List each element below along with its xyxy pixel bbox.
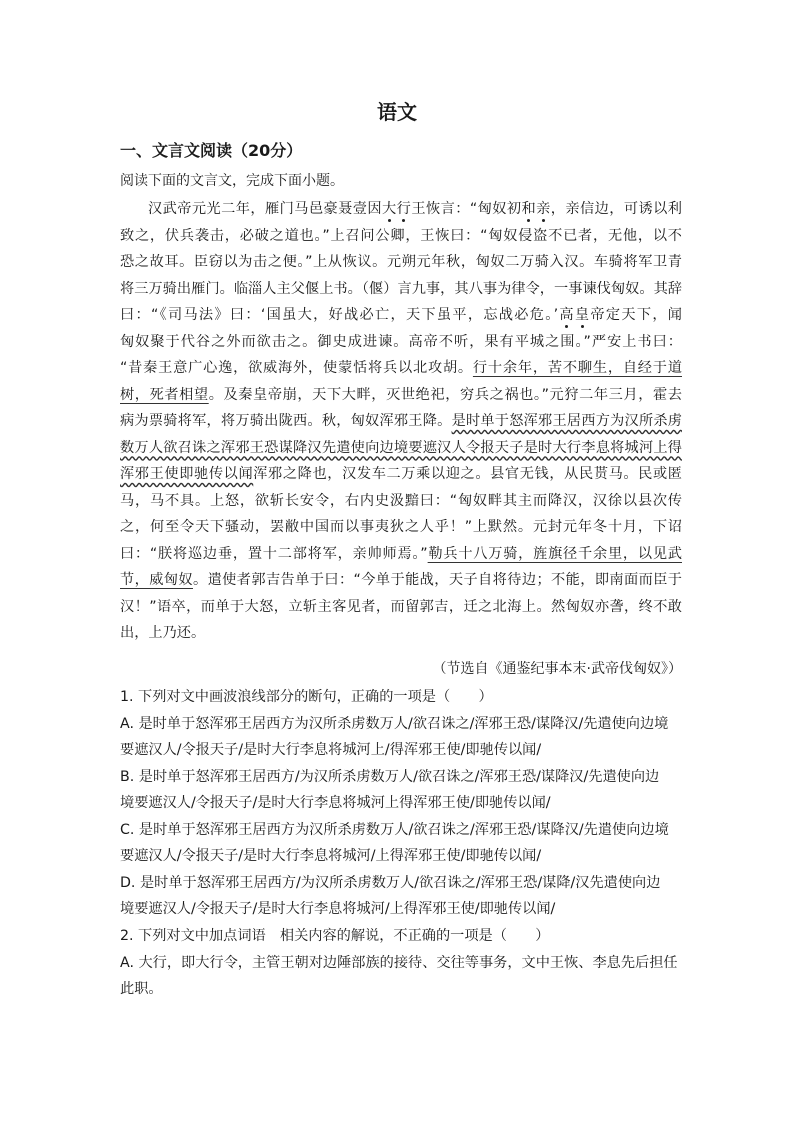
dotted-term-gaohuang	[558, 307, 590, 323]
dotted-term-heqin	[522, 201, 551, 217]
passage-text: 浑邪之降也，汉发车二万乘以迎之。县官无钱，从民贳马。民或匿	[253, 466, 682, 482]
instruction-text: 阅读下面的文言文，完成下面小题。	[120, 173, 344, 189]
passage-line	[120, 408, 682, 435]
passage-line	[120, 355, 682, 382]
passage-text: 帝定天下，闻	[590, 307, 682, 323]
question-stem: 2. 下列对文中加点词语 相关内容的解说，不正确的一项是（ ）	[120, 928, 550, 944]
passage-text: 曰：“《司马法》曰：‘国虽大，好战必亡，天下虽平，忘战必危。’	[120, 307, 559, 323]
question-stem: 1. 下列对文中画波浪线部分的断句，正确的一项是（ ）	[120, 689, 493, 705]
passage-text: ，亲信边，可诱以利	[550, 201, 682, 217]
passage-text: 王恢言：“匈奴初	[411, 201, 522, 217]
option-a: A. 大行，即大行令，主管王朝对边陲部族的接待、交往等事务，文中王恢、李息先后担任	[120, 954, 678, 971]
emphasis-dot-char: 行	[396, 201, 412, 217]
option-d: D. 是时单于怒浑邪王居西方/为汉所杀虏数万人/欲召诛之/浑邪王恐/谋降/汉先遣使向边	[120, 874, 661, 891]
passage-line	[120, 382, 682, 409]
passage-text: 病为票骑将军，将万骑出陇西。秋，匈奴浑邪王降。	[120, 413, 452, 429]
wavy-underlined-text: 是时单于怒浑邪王居西方为汉所杀虏	[451, 413, 682, 429]
passage-line	[120, 567, 682, 594]
document-title: 语文	[377, 100, 417, 124]
emphasis-dot-char: 和	[521, 201, 537, 217]
passage-line: 马，马不具。上怒，欲斩长安令，右内史汲黯曰：“匈奴畔其主而降汉，汉徐以县次传	[120, 492, 682, 509]
passage-line: 匈奴聚于代谷之外而欲击之。御史成进谏。高帝不听，果有平城之围。”严安上书曰：	[120, 333, 682, 350]
passage-line	[120, 435, 682, 462]
option-a-cont: 此职。	[120, 981, 163, 997]
underlined-sentence: 节，威匈奴	[120, 572, 193, 588]
passage-line	[120, 541, 682, 568]
passage-text: 汉武帝元光二年，雁门马邑豪聂壹因	[148, 201, 383, 217]
emphasis-dot-char: 高	[558, 307, 575, 323]
question-2	[120, 923, 682, 1003]
passage-text: 。及秦皇帝崩，天下大畔，灭世绝祀，穷兵之祸也。”元狩二年三月，霍去	[208, 386, 682, 403]
passage-line: 致之，伏兵袭击，必破之道也。”上召问公卿，王恢曰：“匈奴侵盗不已者，无他，以不	[120, 227, 682, 244]
passage-line: 汉！”语卒，而单于大怒，立斩主客见者，而留郭吉，迁之北海上。然匈奴亦詟，终不敢	[120, 598, 682, 615]
emphasis-dot-char: 皇	[574, 307, 591, 323]
option-c: C. 是时单于怒浑邪王居西方为汉所杀虏数万人/欲召诛之/浑邪王恐/谋降汉/先遣使向边境	[120, 821, 669, 838]
classical-passage	[120, 196, 682, 647]
question-1	[120, 684, 682, 923]
underlined-sentence: 勒兵十八万骑，旌旗径千余里，以见武	[427, 545, 682, 562]
passage-line: 出，上乃还。	[120, 625, 206, 641]
passage-text: “昔秦王意广心逸，欲威海外，使蒙恬将兵以北攻胡。	[120, 360, 473, 376]
passage-line	[120, 461, 682, 488]
option-d-cont: 境要遮汉人/令报天子/是时大行李息将城河/上得浑邪王使/即驰传以闻/	[120, 901, 556, 917]
underlined-sentence: 树，死者相望	[120, 386, 209, 403]
passage-text: 。遣使者郭吉告单于曰：“今单于能战，天子自将待边；不能，即南面而臣于	[192, 572, 682, 588]
passage-line: 之，何至令天下骚动，罢敝中国而以事夷狄之人乎！”上默然。元封元年冬十月，下诏	[120, 519, 682, 535]
wavy-underlined-text: 数万人欲召诛之浑邪王恐谋降汉先遣使向边境要遮汉人令报天子是时大行李息将城河上得	[120, 439, 682, 456]
dotted-term-daxing	[382, 201, 411, 217]
passage-line	[120, 196, 682, 223]
option-c-cont: 要遮汉人/令报天子/是时大行李息将城河/上得浑邪王使/即驰传以闻/	[120, 848, 542, 864]
option-b-cont: 境要遮汉人/令报天子/是时大行李息将城河上得浑邪王使/即驰传以闻/	[120, 795, 551, 811]
passage-text: 曰：“朕将巡边垂，置十二部将军，亲帅师焉。”	[120, 545, 428, 562]
passage-line: 恐之故耳。臣窃以为击之便。”上从恢议。元朔元年秋，匈奴二万骑入汉。车骑将军卫青	[120, 254, 682, 270]
passage-line: 将三万骑出雁门。临淄人主父偃上书。（偃）言九事，其八事为律令，一事谏伐匈奴。其辞	[120, 280, 682, 297]
option-a-cont: 要遮汉人/令报天子/是时大行李息将城河上/得浑邪王使/即驰传以闻/	[120, 742, 542, 758]
section-heading: 一、文言文阅读（20分）	[120, 141, 303, 160]
emphasis-dot-char: 亲	[536, 201, 551, 217]
emphasis-dot-char: 大	[382, 201, 397, 217]
option-b: B. 是时单于怒浑邪王居西方/为汉所杀虏数万人/欲召诛之/浑邪王恐/谋降汉/先遣使向边	[120, 768, 660, 785]
passage-source: （节选自《通鉴纪事本末·武帝伐匈奴》）	[432, 661, 682, 677]
option-a: A. 是时单于怒浑邪王居西方为汉所杀虏数万人/欲召诛之/浑邪王恐/谋降汉/先遣使向边境	[120, 715, 669, 732]
passage-line	[120, 302, 682, 329]
wavy-underlined-text: 浑邪王使即驰传以闻	[120, 466, 254, 482]
underlined-sentence: 行十余年，苦不聊生，自经于道	[472, 360, 682, 376]
